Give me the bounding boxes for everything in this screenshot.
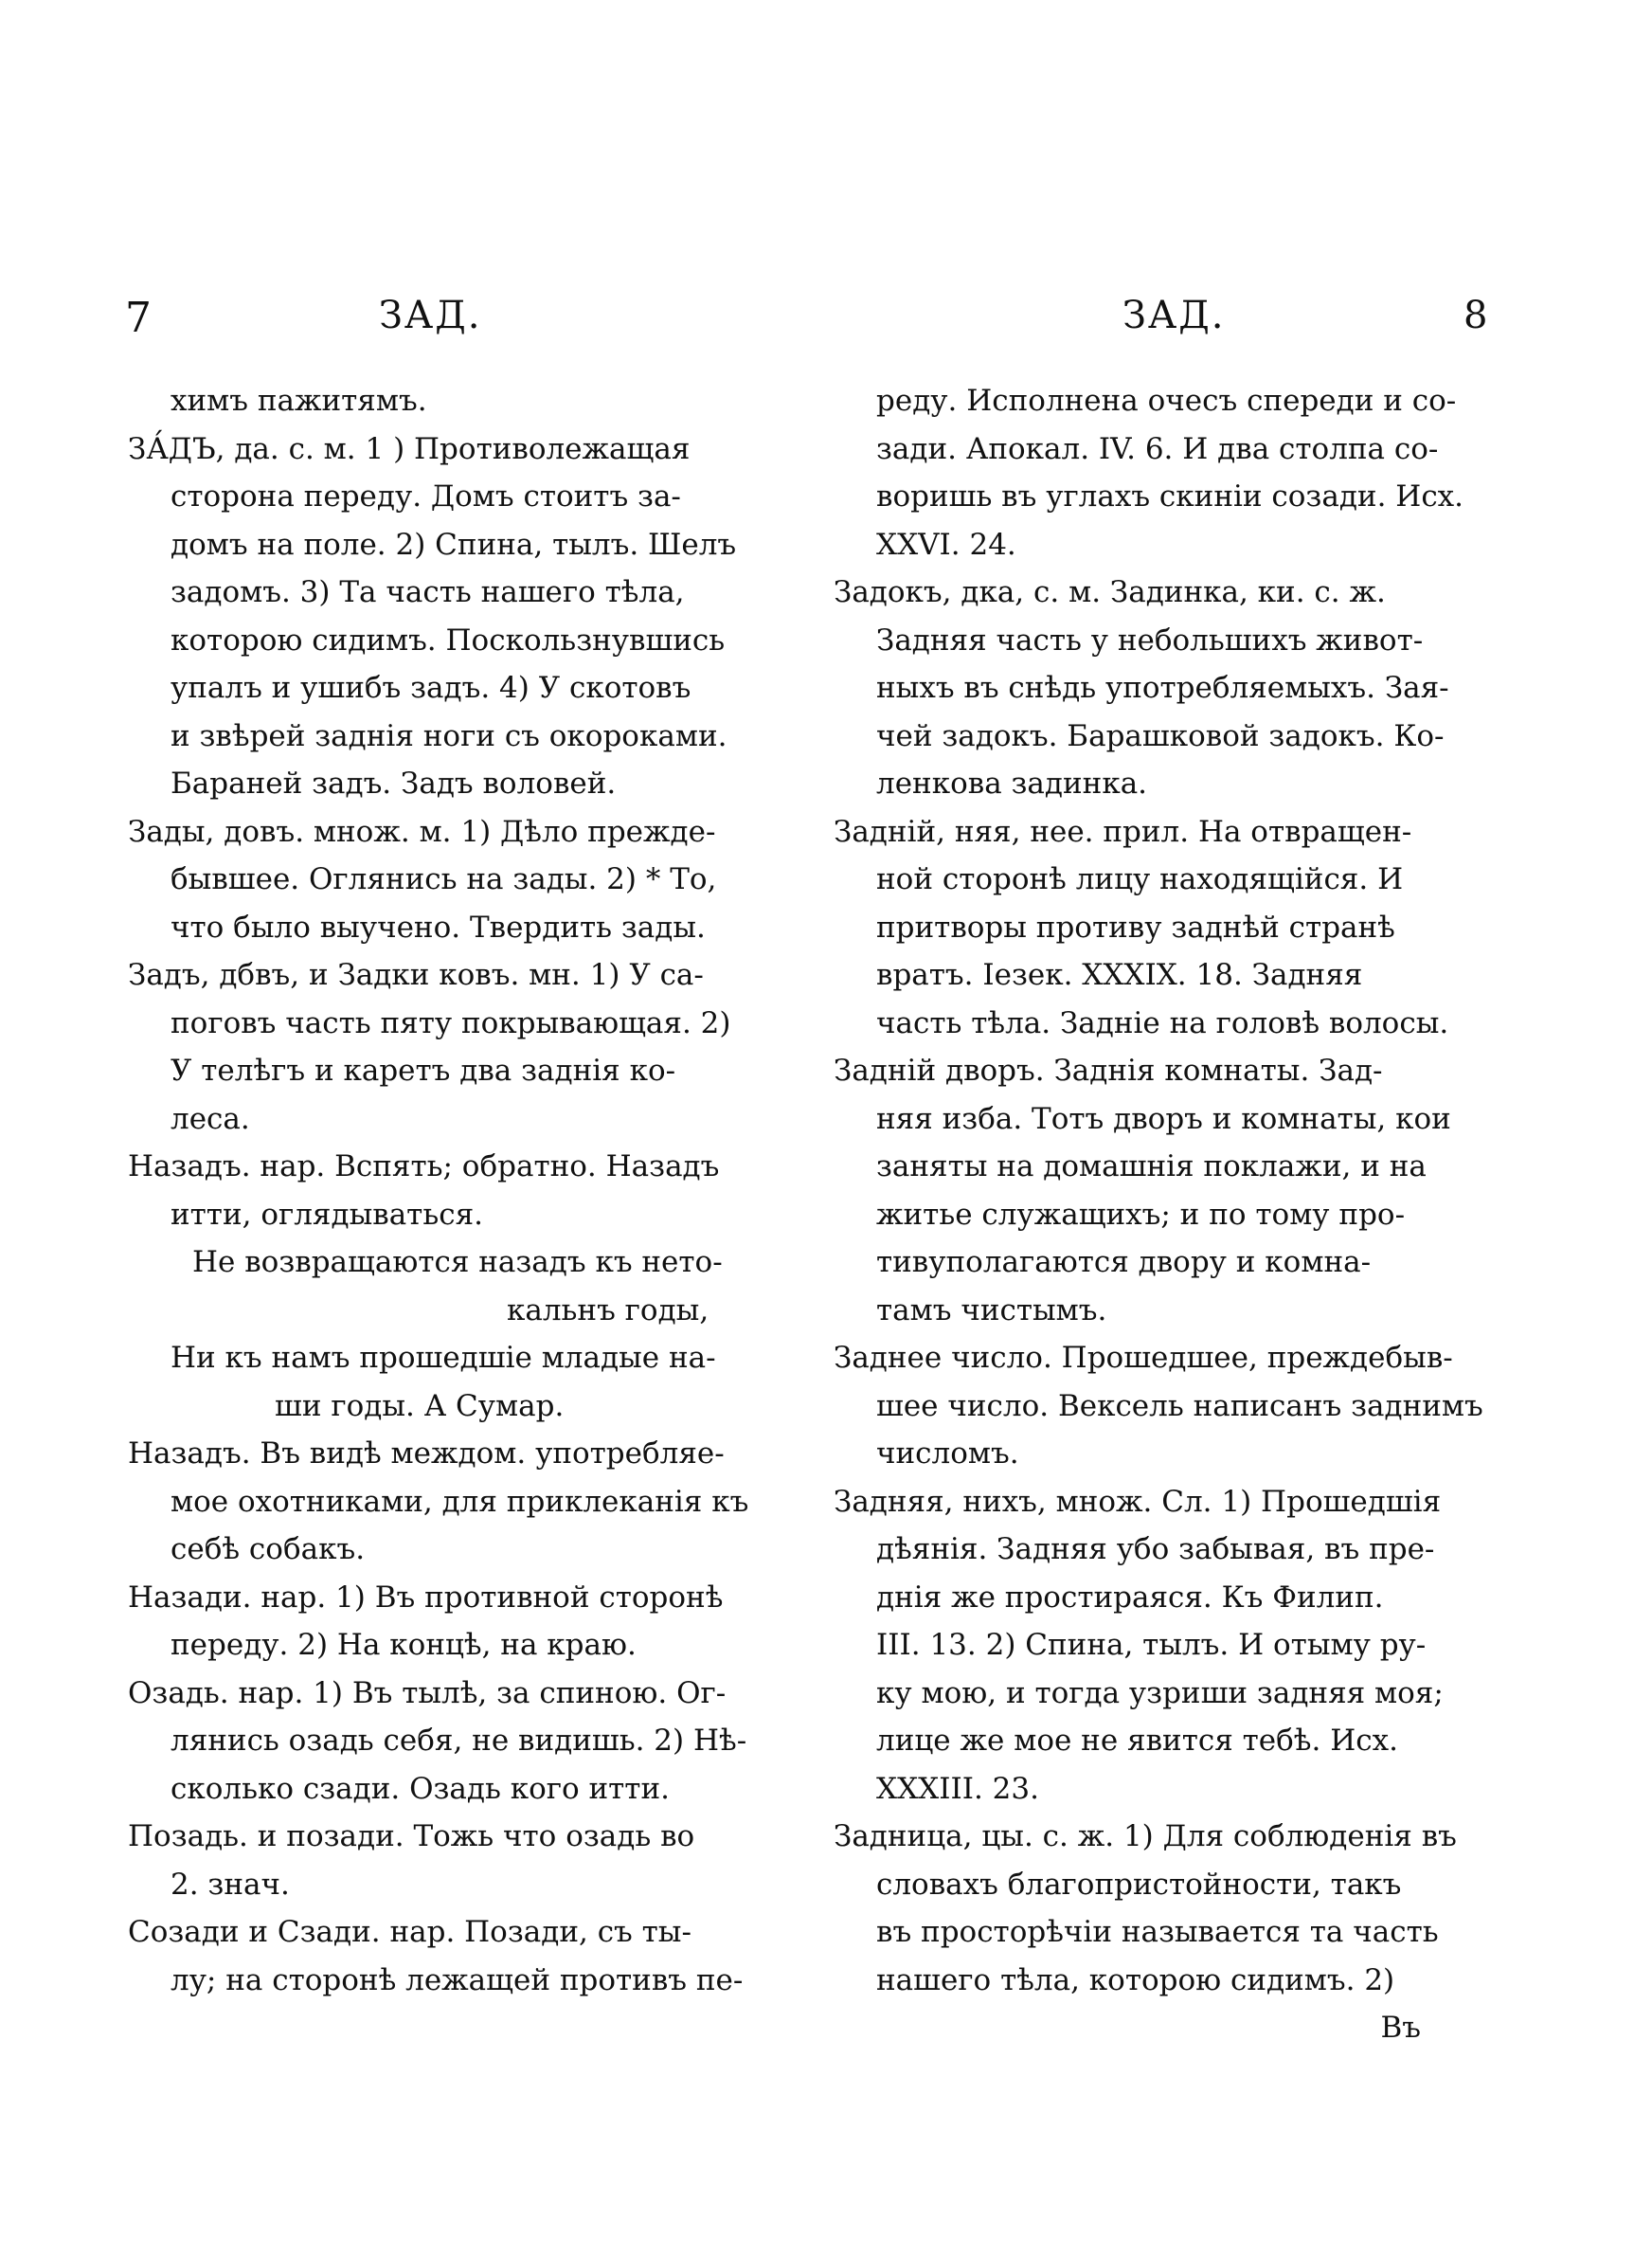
entry-line: Позадь. и позади. Тожь что озадь во	[128, 1819, 695, 1853]
entry-line: Задница, цы. с. ж. 1) Для соблюденія въ	[834, 1819, 1457, 1853]
text-line: сколько сзади. Озадь кого итти.	[171, 1771, 670, 1806]
text-line: шее число. Вексель написанъ заднимъ	[876, 1388, 1483, 1423]
left-column	[128, 377, 791, 2004]
text-line: ку мою, и тогда узриши задняя моя;	[876, 1675, 1444, 1710]
text-line: XXVI. 24.	[876, 527, 1016, 562]
text-line: воришь въ углахъ скиніи созади. Исх.	[876, 479, 1464, 514]
text-line: Бараней задъ. Задъ воловей.	[171, 767, 617, 801]
text-line: притворы противу заднѣй странѣ	[876, 910, 1395, 945]
verse-line: кальнъ годы,	[507, 1292, 709, 1327]
entry-line: Озадь. нар. 1) Въ тылѣ, за спиною. Ог-	[128, 1675, 727, 1710]
entry-line: ЗА́ДЪ, да. с. м. 1 ) Противолежащая	[128, 431, 691, 466]
verse-line: Не возвращаются назадъ къ нето-	[192, 1245, 723, 1279]
text-line: лу; на сторонѣ лежащей противъ пе-	[171, 1962, 744, 1997]
entry-line: Зады, довъ. множ. м. 1) Дѣло прежде-	[128, 814, 716, 849]
text-line: житье служащихъ; и по тому про-	[876, 1197, 1406, 1232]
text-line: лянись озадь себя, не видишь. 2) Нѣ-	[171, 1724, 747, 1758]
entry-line: Созади и Сзади. нар. Позади, съ ты-	[128, 1915, 691, 1949]
text-line: тамъ чистымъ.	[876, 1292, 1107, 1327]
text-line: что было выучено. Твердить зады.	[171, 910, 706, 945]
text-line: вратъ. Іезек. XXXIX. 18. Задняя	[876, 958, 1363, 992]
text-line: задомъ. 3) Та часть нашего тѣла,	[171, 575, 685, 609]
catchword: Въ	[1380, 2011, 1421, 2045]
text-line: лице же мое не явится тебѣ. Исх.	[876, 1724, 1398, 1758]
text-line: заняты на домашнія поклажи, и на	[876, 1149, 1427, 1183]
text-line: тивуполагаются двору и комна-	[876, 1245, 1372, 1279]
text-line: домъ на поле. 2) Спина, тылъ. Шелъ	[171, 527, 737, 562]
text-line: XXXIII. 23.	[876, 1771, 1039, 1806]
text-line: поговъ часть пяту покрывающая. 2)	[171, 1005, 731, 1040]
text-line: переду. 2) На концѣ, на краю.	[171, 1628, 637, 1662]
text-line: Задняя часть у небольшихъ живот-	[876, 623, 1424, 658]
text-line: нашего тѣла, которою сидимъ. 2)	[876, 1962, 1395, 1997]
entry-line: Задній дворъ. Заднія комнаты. Зад-	[834, 1054, 1383, 1088]
text-line: сторона переду. Домъ стоитъ за-	[171, 479, 681, 514]
entry-line: Назадъ. Въ видѣ междом. употребляе-	[128, 1436, 725, 1471]
entry-line: Задокъ, дка, с. м. Задинка, ки. с. ж.	[834, 575, 1386, 609]
text-line: III. 13. 2) Спина, тылъ. И отыму ру-	[876, 1628, 1427, 1662]
text-line: леса.	[171, 1101, 250, 1136]
text-line: реду. Исполнена очесъ спереди и со-	[876, 384, 1457, 418]
text-line: которою сидимъ. Поскользнувшись	[171, 623, 726, 658]
text-line: словахъ благопристойности, такъ	[876, 1867, 1402, 1902]
entry-line: Заднее число. Прошедшее, преждебыв-	[834, 1341, 1453, 1375]
text-line: зади. Апокал. IV. 6. И два столпа со-	[876, 431, 1439, 466]
text-line: бывшее. Оглянись на зады. 2) * То,	[171, 862, 717, 896]
text-line: чей задокъ. Барашковой задокъ. Ко-	[876, 718, 1445, 753]
entry-line: Задъ, дбвъ, и Задки ковъ. мн. 1) У са-	[128, 958, 704, 992]
entry-line: Назади. нар. 1) Въ противной сторонѣ	[128, 1580, 724, 1615]
left-page-number: 7	[125, 294, 153, 342]
right-running-head: ЗАД.	[1122, 294, 1226, 337]
text-line: ной сторонѣ лицу находящійся. И	[876, 862, 1404, 896]
text-line: итти, оглядываться.	[171, 1197, 483, 1232]
text-line: себѣ собакъ.	[171, 1532, 366, 1566]
text-line: въ просторѣчіи называется та часть	[876, 1915, 1439, 1949]
text-line: дѣянія. Задняя убо забывая, въ пре-	[876, 1532, 1435, 1566]
text-line: 2. знач.	[171, 1867, 290, 1902]
text-line: мое охотниками, для приклеканія къ	[171, 1484, 749, 1519]
entry-line: Задняя, нихъ, множ. Сл. 1) Прошедшія	[834, 1484, 1442, 1519]
text-line: ныхъ въ снѣдь употребляемыхъ. Зая-	[876, 671, 1449, 705]
text-line: химъ пажитямъ.	[171, 384, 427, 418]
verse-line: Ни къ намъ прошедшіе младые на-	[171, 1341, 716, 1375]
text-line: днія же простираяся. Къ Филип.	[876, 1580, 1384, 1615]
entry-line: Назадъ. нар. Вспять; обратно. Назадъ	[128, 1149, 720, 1183]
text-line: У телѣгъ и каретъ два заднія ко-	[171, 1054, 676, 1088]
right-column	[834, 377, 1497, 2052]
text-line: и звѣрей заднія ноги съ окороками.	[171, 718, 727, 753]
text-line: ленкова задинка.	[876, 767, 1148, 801]
left-running-head: ЗАД.	[379, 294, 482, 337]
text-line: числомъ.	[876, 1436, 1019, 1471]
right-page-number: 8	[1463, 294, 1490, 337]
text-line: часть тѣла. Задніе на головѣ волосы.	[876, 1005, 1449, 1040]
text-line: няя изба. Тотъ дворъ и комнаты, кои	[876, 1101, 1451, 1136]
verse-line: ши годы. А Сумар.	[275, 1388, 565, 1423]
text-line: упалъ и ушибъ задъ. 4) У скотовъ	[171, 671, 691, 705]
entry-line: Задній, няя, нее. прил. На отвращен-	[834, 814, 1412, 849]
